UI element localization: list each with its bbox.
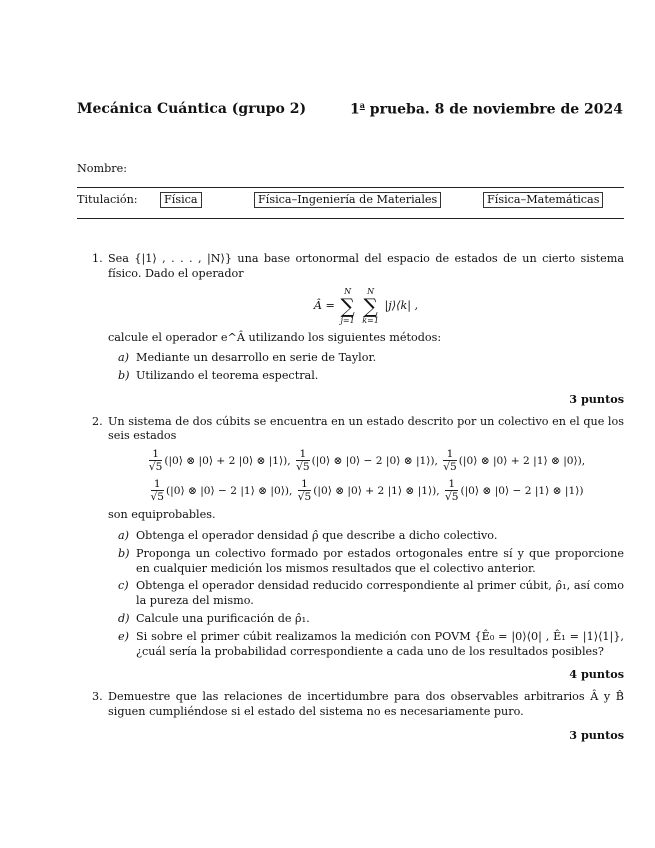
points: 3 puntos	[569, 391, 624, 406]
subitem-b: b) Proponga un colectivo formado por estados ortogonales entre sí y que proporcione en cualquier medición los mismos resultados que el colectivo anterior.	[118, 546, 624, 575]
subitems	[118, 529, 624, 659]
problem-intro: Demuestre que las relaciones de incertidumbre para dos observables arbitrarios Â y B̂ siguen cumpliéndose si el estado del sistema no es necesariamente puro.	[108, 690, 624, 718]
exam-ordinal-sup: a	[359, 100, 365, 110]
fraction: $\frac{1}{√5}$	[443, 448, 457, 474]
course-title: Mecánica Cuántica (grupo 2)	[77, 101, 307, 117]
problem-number: 3.	[92, 690, 103, 704]
problem-intro: Un sistema de dos cúbits se encuentra en un estado descrito por un colectivo en el que los seis estados	[108, 414, 624, 443]
problem-1	[92, 252, 624, 407]
problem-number: 2.	[92, 414, 103, 428]
state: (|0⟩ ⊗ |0⟩ + 2 |1⟩ ⊗ |0⟩),	[458, 455, 586, 468]
equation-rhs: |j⟩⟨k| ,	[384, 298, 419, 312]
problem-list	[92, 252, 624, 750]
subitem-a: a) Obtenga el operador densidad ρ̂ que describe a dicho colectivo.	[118, 529, 498, 543]
degree-option-fisica-matematicas[interactable]: Física–Matemáticas	[483, 192, 603, 208]
fraction: $\frac{1}{√5}$	[297, 478, 312, 504]
subitem-e: e) Si sobre el primer cúbit realizamos la medición con POVM {Ê₀ = |0⟩⟨0| , Ê₁ = |1⟩⟨1|}, ¿cuál sería la probabilidad correspondiente a cada uno de los resultados posibles?	[118, 629, 624, 658]
state: (|0⟩ ⊗ |0⟩ + 2 |1⟩ ⊗ |1⟩),	[313, 485, 440, 498]
state-row-2	[108, 478, 624, 504]
problem-after: son equiprobables.	[108, 508, 216, 522]
degree-option-fisica-materiales[interactable]: Física–Ingeniería de Materiales	[254, 192, 441, 208]
name-label: Nombre:	[77, 162, 128, 175]
sum-k: N ∑ k=1	[362, 286, 379, 325]
state: (|0⟩ ⊗ |0⟩ − 2 |1⟩ ⊗ |1⟩)	[460, 485, 584, 498]
divider-top	[77, 187, 624, 188]
points: 4 puntos	[569, 667, 624, 682]
subitem-a: a) Mediante un desarrollo en serie de Taylor.	[118, 351, 377, 365]
state: (|0⟩ ⊗ |0⟩ − 2 |1⟩ ⊗ |0⟩),	[166, 485, 293, 498]
fraction: $\frac{1}{√5}$	[150, 478, 165, 504]
subitems	[118, 351, 624, 384]
divider-bottom	[77, 218, 624, 219]
state: (|0⟩ ⊗ |0⟩ + 2 |0⟩ ⊗ |1⟩),	[164, 455, 291, 468]
problem-2	[92, 415, 624, 682]
problem-3	[92, 690, 624, 742]
fraction: $\frac{1}{√5}$	[444, 478, 459, 504]
points: 3 puntos	[569, 727, 624, 742]
fraction: $\frac{1}{√5}$	[148, 448, 163, 474]
exam-ordinal: 1	[349, 101, 360, 118]
subitem-c: c) Obtenga el operador densidad reducido correspondiente al primer cúbit, ρ̂₁, así como la pureza del mismo.	[118, 579, 624, 608]
state: (|0⟩ ⊗ |0⟩ − 2 |0⟩ ⊗ |1⟩),	[311, 455, 438, 468]
problem-number: 1.	[92, 252, 103, 265]
subitem-d: d) Calcule una purificación de ρ̂₁.	[118, 611, 310, 625]
degree-option-fisica[interactable]: Física	[160, 192, 202, 208]
degree-label: Titulación:	[77, 193, 138, 206]
sum-j: N ∑ j=1	[340, 286, 355, 325]
problem-intro: Sea {|1⟩ , . . . , |N⟩} una base ortonormal del espacio de estados de un cierto sistema físico. Dado el operador	[108, 252, 624, 280]
exam-date: prueba. 8 de noviembre de 2024	[364, 101, 623, 118]
problem-after: calcule el operador e^Â utilizando los siguientes métodos:	[108, 330, 442, 344]
fraction: $\frac{1}{√5}$	[296, 448, 310, 474]
equation-lhs: Â =	[313, 298, 335, 312]
exam-date-title	[350, 100, 623, 119]
subitem-b: b) Utilizando el teorema espectral.	[118, 369, 319, 383]
state-row-1	[108, 448, 624, 474]
operator-equation	[108, 287, 624, 325]
